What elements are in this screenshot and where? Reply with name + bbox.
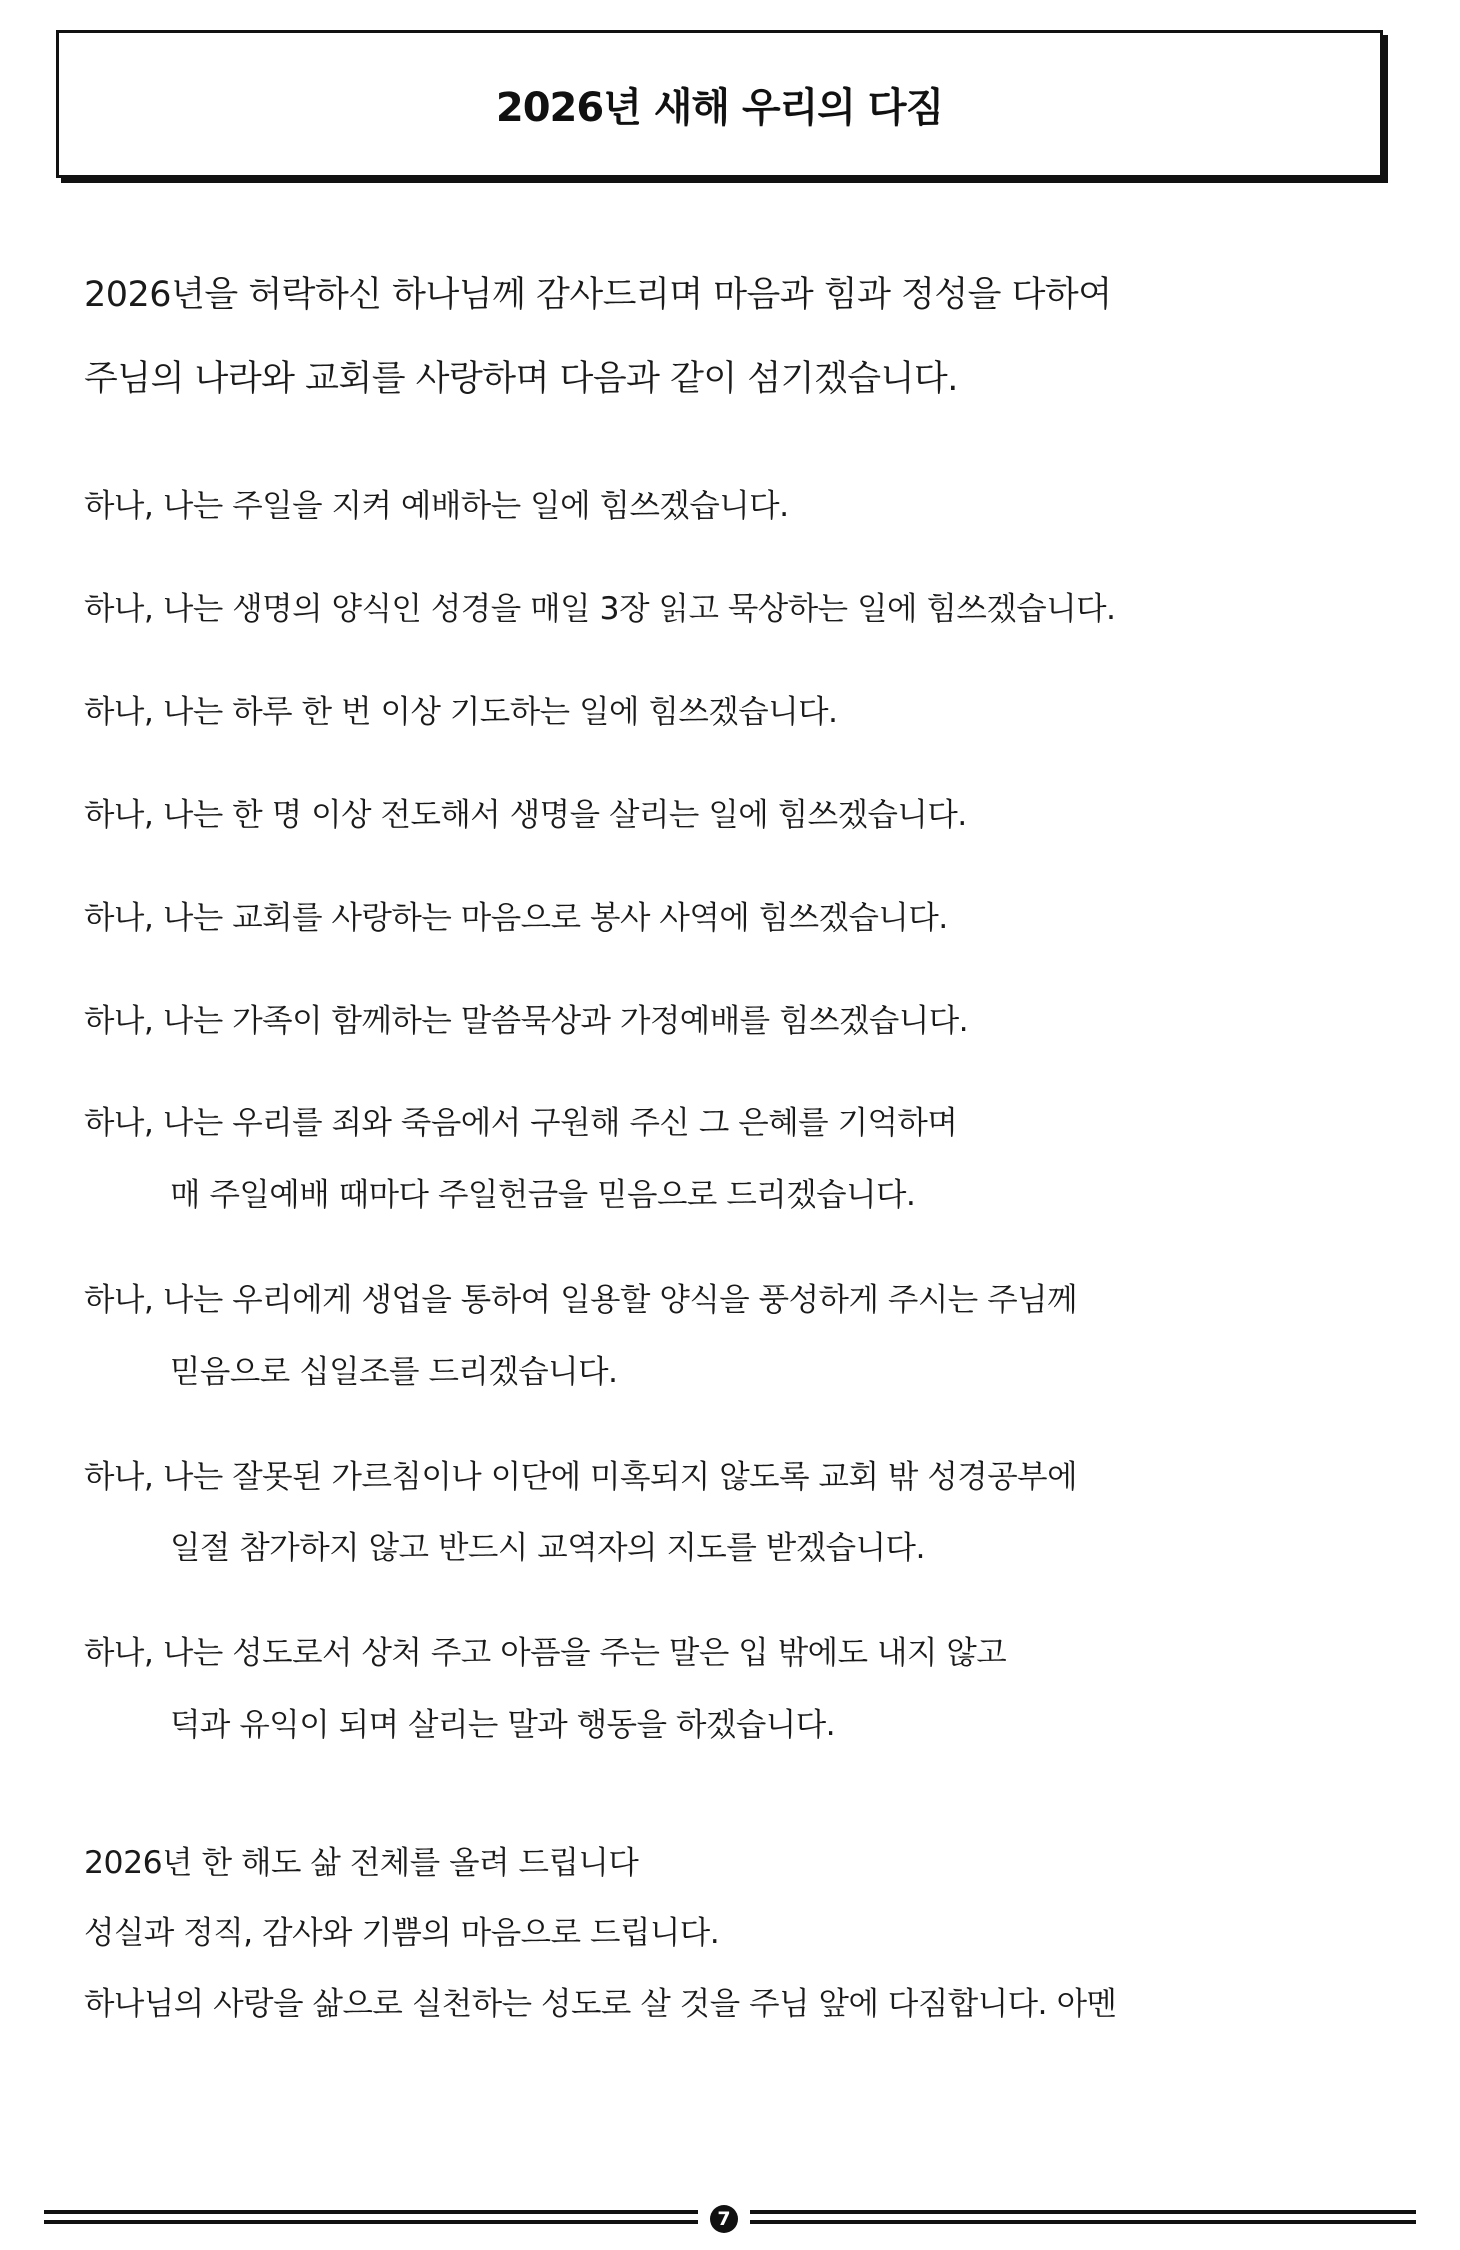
page-footer: [44, 2208, 1416, 2230]
pledge-item-continuation: 믿음으로 십일조를 드리겠습니다.: [170, 1354, 618, 1390]
pledge-item-continuation: 매 주일예배 때마다 주일헌금을 믿음으로 드리겠습니다.: [170, 1177, 916, 1213]
closing-line: 하나님의 사랑을 삶으로 실천하는 성도로 살 것을 주님 앞에 다짐합니다. 아멘: [84, 1986, 1117, 2022]
pledge-item: 하나, 나는 생명의 양식인 성경을 매일 3장 읽고 묵상하는 일에 힘쓰겠습니다.: [84, 591, 1116, 627]
pledge-item: 하나, 나는 교회를 사랑하는 마음으로 봉사 사역에 힘쓰겠습니다.: [84, 900, 948, 936]
closing-line: 성실과 정직, 감사와 기쁨의 마음으로 드립니다.: [84, 1915, 720, 1951]
intro-paragraph: [84, 253, 1112, 421]
footer-rule-right: [750, 2220, 1416, 2224]
pledge-item: 하나, 나는 한 명 이상 전도해서 생명을 살리는 일에 힘쓰겠습니다.: [84, 797, 967, 833]
pledge-item: 하나, 나는 우리에게 생업을 통하여 일용할 양식을 풍성하게 주시는 주님께: [84, 1282, 1078, 1318]
pledge-item: 하나, 나는 성도로서 상처 주고 아픔을 주는 말은 입 밖에도 내지 않고: [84, 1635, 1007, 1671]
title-box: [56, 30, 1383, 178]
pledge-item: 하나, 나는 하루 한 번 이상 기도하는 일에 힘쓰겠습니다.: [84, 694, 838, 730]
intro-line: 2026년을 허락하신 하나님께 감사드리며 마음과 힘과 정성을 다하여: [84, 275, 1112, 315]
pledge-item-continuation: 일절 참가하지 않고 반드시 교역자의 지도를 받겠습니다.: [170, 1530, 925, 1566]
page-title: 2026년 새해 우리의 다짐: [495, 84, 944, 131]
closing-line: 2026년 한 해도 삶 전체를 올려 드립니다: [84, 1845, 639, 1881]
page-number: 7: [710, 2205, 738, 2233]
footer-rule-left: [44, 2220, 698, 2224]
pledge-item-continuation: 덕과 유익이 되며 살리는 말과 행동을 하겠습니다.: [170, 1707, 836, 1743]
footer-rule-left: [44, 2210, 698, 2214]
footer-rule-right: [750, 2210, 1416, 2214]
pledge-item: 하나, 나는 주일을 지켜 예배하는 일에 힘쓰겠습니다.: [84, 488, 789, 524]
pledge-item: 하나, 나는 가족이 함께하는 말씀묵상과 가정예배를 힘쓰겠습니다.: [84, 1003, 969, 1039]
pledge-item: 하나, 나는 잘못된 가르침이나 이단에 미혹되지 않도록 교회 밖 성경공부에: [84, 1459, 1078, 1495]
intro-line: 주님의 나라와 교회를 사랑하며 다음과 같이 섬기겠습니다.: [84, 359, 958, 399]
pledge-item: 하나, 나는 우리를 죄와 죽음에서 구원해 주신 그 은혜를 기억하며: [84, 1105, 958, 1141]
